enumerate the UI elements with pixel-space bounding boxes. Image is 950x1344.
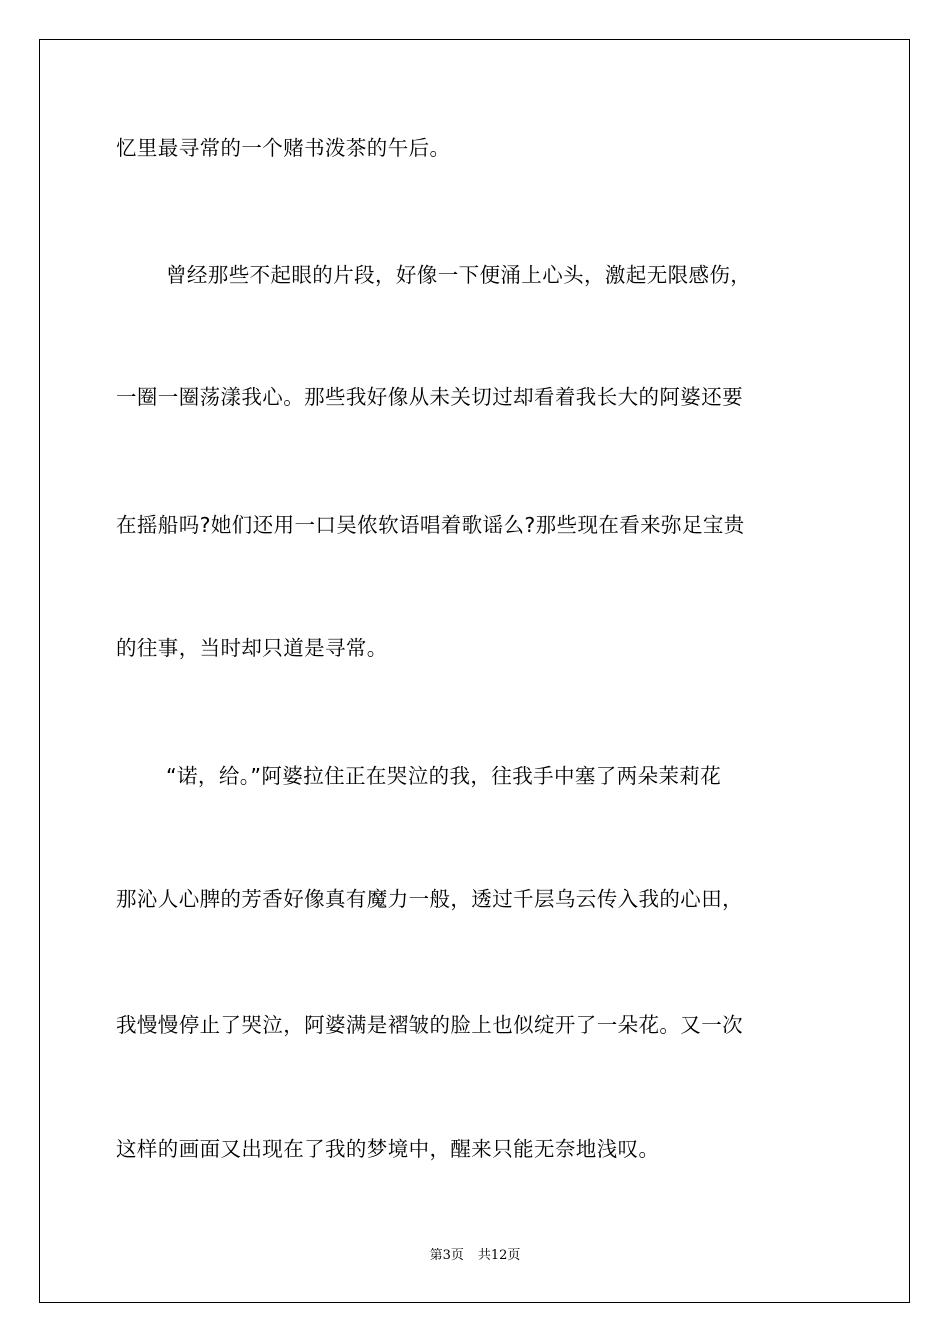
- text-line-5: 的往事，当时却只道是寻常。: [116, 636, 388, 660]
- text-line-6: “诺，给。”阿婆拉住正在哭泣的我，往我手中塞了两朵茉莉花: [166, 764, 722, 788]
- page-total: 共12页: [477, 1248, 521, 1263]
- text-line-8: 我慢慢停止了哭泣，阿婆满是褶皱的脸上也似绽开了一朵花。又一次: [116, 1013, 743, 1037]
- text-line-2: 曾经那些不起眼的片段，好像一下便涌上心头，激起无限感伤，: [166, 263, 752, 287]
- text-line-7: 那沁人心脾的芳香好像真有魔力一般，透过千层乌云传入我的心田，: [116, 887, 743, 911]
- text-line-4: 在摇船吗?她们还用一口吴侬软语唱着歌谣么?那些现在看来弥足宝贵: [116, 513, 745, 537]
- page-border: [39, 39, 910, 1303]
- text-line-1: 忆里最寻常的一个赌书泼茶的午后。: [116, 136, 451, 160]
- page-footer: [0, 1247, 950, 1265]
- text-line-3: 一圈一圈荡漾我心。那些我好像从未关切过却看着我长大的阿婆还要: [116, 385, 743, 409]
- page-number: 第3页: [429, 1248, 464, 1263]
- text-line-9: 这样的画面又出现在了我的梦境中，醒来只能无奈地浅叹。: [116, 1137, 660, 1161]
